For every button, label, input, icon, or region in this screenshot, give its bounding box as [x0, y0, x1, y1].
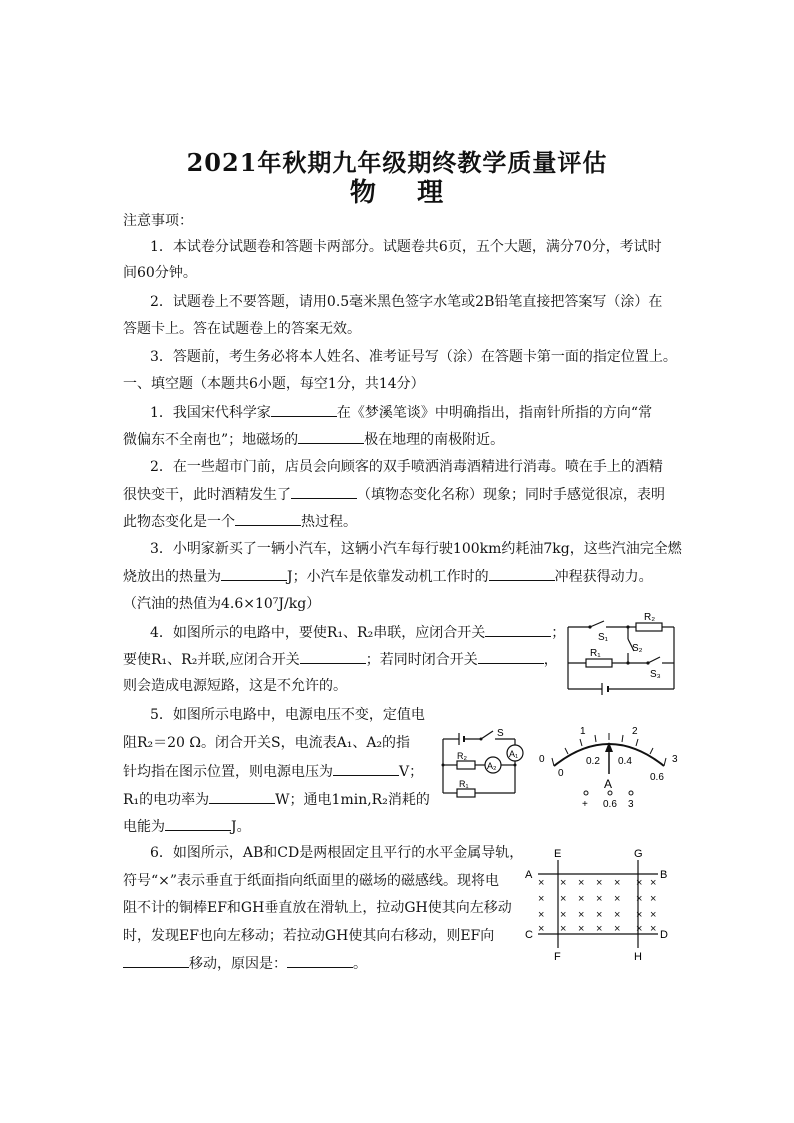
field-cross-icon: ×	[538, 923, 545, 935]
label-d: D	[660, 929, 668, 941]
terminal-06	[608, 791, 612, 795]
q4-text-d: ；若同时闭合开关	[365, 652, 478, 668]
dial-bottom-06: 0.6	[650, 772, 664, 783]
field-cross-icon: ×	[538, 909, 545, 921]
field-cross-icon: ×	[636, 923, 643, 935]
terminal-06-label: 0.6	[603, 799, 617, 810]
q5-node	[514, 764, 517, 767]
q1-text-d: 极在地理的南极附近。	[364, 432, 505, 448]
dial-top-3: 3	[672, 754, 678, 765]
q5-text-e: R₁的电功率为	[123, 792, 210, 808]
q4-text-c: 要使R₁、R₂并联,应闭合开关	[123, 652, 300, 668]
q4-line-1	[150, 622, 565, 643]
field-cross-icon: ×	[650, 909, 657, 921]
label-c: C	[525, 929, 533, 941]
q6-blank-2[interactable]	[287, 953, 353, 968]
terminal-plus-label: +	[582, 799, 588, 810]
q1-line-2	[123, 429, 504, 450]
q5-blank-1[interactable]	[333, 761, 399, 776]
q5-text-h: J。	[231, 819, 251, 835]
q5-line-4	[123, 789, 430, 810]
q1-text-c: 微偏东不全南也”；地磁场的	[123, 432, 299, 448]
q5-line-1: 5．如图所示电路中，电源电压不变，定值电	[150, 707, 425, 723]
field-cross-icon: ×	[614, 893, 621, 905]
field-cross-icon: ×	[650, 893, 657, 905]
terminal-3	[629, 791, 633, 795]
q5-node	[480, 738, 483, 741]
field-cross-icon: ×	[578, 923, 585, 935]
dial-bottom-04: 0.4	[618, 756, 632, 767]
field-cross-icon: ×	[560, 923, 567, 935]
q2-blank-1[interactable]	[291, 484, 357, 499]
ammeter-dial	[534, 718, 684, 810]
q4-blank-1[interactable]	[485, 622, 551, 637]
q4-label-r1: R₁	[590, 648, 601, 659]
field-cross-icon: ×	[596, 909, 603, 921]
subject-title: 物 理	[349, 178, 445, 208]
field-cross-icon: ×	[650, 923, 657, 935]
q5-text-f: W；通电1min,R₂消耗的	[275, 792, 430, 808]
q5-text-g: 电能为	[123, 819, 165, 835]
note-2-line-2: 答题卡上。答在试题卷上的答案无效。	[123, 321, 361, 337]
field-cross-icon: ×	[578, 893, 585, 905]
q5-blank-2[interactable]	[209, 789, 275, 804]
dial-top-2: 2	[632, 726, 638, 737]
q5-label-s: S	[497, 728, 504, 739]
q6-blank-1[interactable]	[123, 953, 189, 968]
field-cross-icon: ×	[578, 909, 585, 921]
exam-title: 2021年秋期九年级期终教学质量评估	[186, 148, 608, 177]
q4-label-s2: S₂	[632, 643, 643, 654]
field-cross-icon: ×	[614, 909, 621, 921]
q6-magnetic-rails-diagram	[520, 846, 672, 964]
q1-text-b: 在《梦溪笔谈》中明确指出，指南针所指的方向“常	[336, 405, 653, 421]
q4-label-s3: S₃	[650, 669, 661, 680]
q4-node	[626, 661, 629, 664]
dial-bottom-02: 0.2	[586, 756, 600, 767]
q3-text-d: 冲程获得动力。	[554, 569, 653, 585]
q4-text-a: 4．如图所示的电路中，要使R₁、R₂串联，应闭合开关	[150, 625, 486, 641]
q6-line-3: 阻不计的铜棒EF和GH垂直放在滑轨上，拉动GH使其向左移动	[123, 900, 512, 916]
q1-blank-2[interactable]	[298, 429, 364, 444]
q4-node	[626, 625, 629, 628]
q5-label-a1: A₁	[509, 749, 519, 759]
q2-line-3	[123, 511, 357, 532]
field-cross-icon: ×	[538, 893, 545, 905]
label-b: B	[660, 869, 668, 881]
dial-unit-a: A	[604, 777, 613, 791]
q4-text-b: ；	[551, 625, 566, 641]
q3-blank-2[interactable]	[489, 566, 555, 581]
terminal-plus	[584, 791, 588, 795]
q3-blank-1[interactable]	[221, 566, 287, 581]
label-e: E	[554, 848, 562, 860]
q2-text-d: 此物态变化是一个	[123, 514, 235, 530]
q4-line-2	[123, 649, 558, 670]
q1-blank-1[interactable]	[271, 402, 337, 417]
dial-top-0: 0	[539, 754, 545, 765]
note-2-line-1: 2．试题卷上不要答题，请用0.5毫米黑色签字水笔或2B铅笔直接把答案写（涂）在	[150, 294, 663, 310]
field-cross-icon: ×	[596, 877, 603, 889]
dial-bottom-0: 0	[558, 768, 564, 779]
q4-text-e: ，	[543, 652, 558, 668]
field-cross-icon: ×	[636, 893, 643, 905]
field-cross-icon: ×	[538, 877, 545, 889]
q6-text-e: 移动，原因是：	[189, 956, 287, 972]
q5-line-5	[123, 816, 251, 837]
q4-circuit-diagram	[562, 607, 680, 699]
q3-line-1: 3．小明家新买了一辆小汽车，这辆小汽车每行驶100km约耗油7kg，这些汽油完全燃	[150, 541, 682, 557]
q5-node	[442, 764, 445, 767]
field-cross-icon: ×	[560, 909, 567, 921]
q5-line-3	[123, 761, 423, 782]
q6-line-5	[123, 953, 367, 974]
field-cross-icon: ×	[636, 877, 643, 889]
q3-text-b: 烧放出的热量为	[123, 569, 221, 585]
note-1-line-1: 1．本试卷分试题卷和答题卡两部分。试题卷共6页，五个大题，满分70分，考试时	[150, 239, 662, 255]
q4-blank-2[interactable]	[300, 649, 366, 664]
field-cross-icon: ×	[650, 877, 657, 889]
q2-text-e: 热过程。	[301, 514, 357, 530]
q6-line-1: 6．如图所示，AB和CD是两根固定且平行的水平金属导轨，	[150, 845, 524, 861]
q3-text-c: J；小汽车是依靠发动机工作时的	[287, 569, 489, 585]
q6-line-2: 符号“×”表示垂直于纸面指向纸面里的磁场的磁感线。现将电	[123, 873, 500, 889]
section-1-heading: 一、填空题（本题共6小题，每空1分，共14分）	[123, 376, 425, 392]
q2-text-b: 很快变干，此时酒精发生了	[123, 487, 291, 503]
field-cross-icon: ×	[560, 877, 567, 889]
q3-line-3: （汽油的热值为4.6×10⁷J/kg）	[123, 596, 321, 612]
field-cross-icon: ×	[596, 893, 603, 905]
note-3: 3．答题前，考生务必将本人姓名、准考证号写（涂）在答题卡第一面的指定位置上。	[150, 349, 677, 365]
q5-blank-3[interactable]	[165, 816, 231, 831]
field-cross-icon: ×	[578, 877, 585, 889]
label-f: F	[554, 951, 561, 963]
q1-line-1	[150, 402, 652, 423]
q4-node	[646, 661, 649, 664]
magnetic-field-crosses	[538, 877, 656, 935]
field-cross-icon: ×	[636, 909, 643, 921]
q6-line-4: 时，发现EF也向左移动；若拉动GH使其向右移动，则EF向	[123, 928, 495, 944]
q4-label-s1: S₁	[598, 632, 609, 643]
label-h: H	[634, 951, 642, 963]
notes-heading: 注意事项：	[123, 213, 193, 229]
q4-label-r2: R₂	[644, 612, 656, 623]
q5-circuit-diagram	[437, 723, 529, 803]
q4-line-3: 则会造成电源短路，这是不允许的。	[123, 678, 347, 694]
q6-text-f: 。	[353, 956, 367, 972]
label-a: A	[525, 869, 533, 881]
q1-text-a: 1．我国宋代科学家	[150, 405, 271, 421]
q5-label-a2: A₂	[487, 761, 497, 771]
q2-line-1: 2．在一些超市门前，店员会向顾客的双手喷洒消毒酒精进行消毒。喷在手上的酒精	[150, 459, 663, 475]
dial-top-1: 1	[580, 726, 586, 737]
field-cross-icon: ×	[614, 923, 621, 935]
q5-label-r2: R₂	[457, 751, 467, 761]
q2-line-2	[123, 484, 665, 505]
terminal-3-label: 3	[628, 799, 634, 810]
q4-blank-3[interactable]	[478, 649, 544, 664]
q2-text-c: （填物态变化名称）现象；同时手感觉很凉，表明	[357, 487, 665, 503]
q5-line-2: 阻R₂＝20 Ω。闭合开关S，电流表A₁、A₂的指	[123, 735, 411, 751]
field-cross-icon: ×	[596, 923, 603, 935]
label-g: G	[634, 848, 643, 860]
q4-node	[588, 625, 591, 628]
field-cross-icon: ×	[560, 893, 567, 905]
q3-line-2	[123, 566, 653, 587]
q5-label-r1: R₁	[459, 779, 469, 789]
q5-text-d: V；	[399, 764, 424, 780]
field-cross-icon: ×	[614, 877, 621, 889]
q5-text-c: 针均指在图示位置，则电源电压为	[123, 764, 333, 780]
q2-blank-2[interactable]	[235, 511, 301, 526]
note-1-line-2: 间60分钟。	[123, 265, 197, 281]
